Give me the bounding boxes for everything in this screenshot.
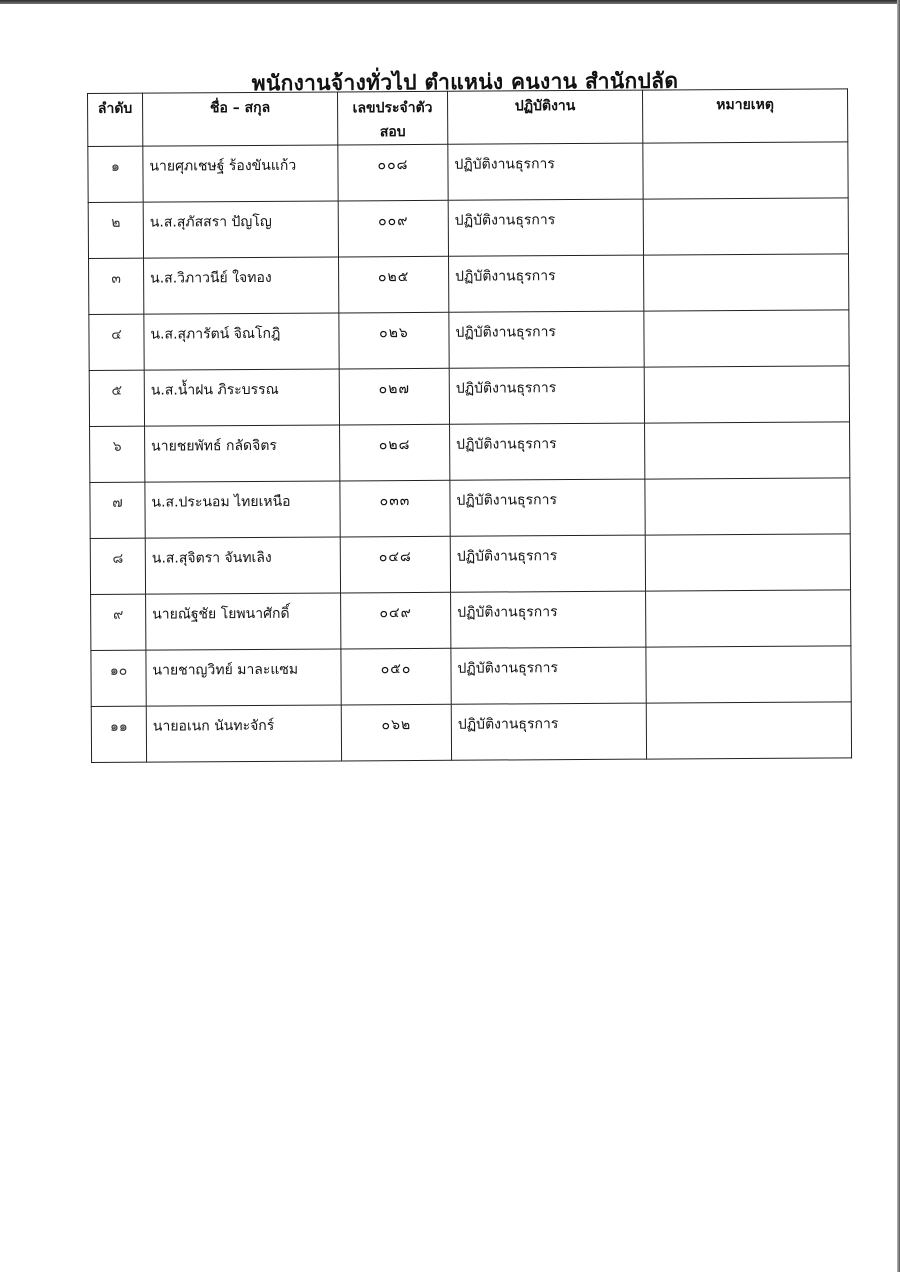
employee-name: นายศุภเชษฐ์ ร้องขันแก้ว (143, 145, 338, 202)
exam-id: ๐๒๕ (339, 256, 449, 313)
note (646, 646, 851, 703)
note (646, 702, 851, 759)
header-note: หมายเหตุ (642, 89, 847, 143)
exam-id: ๐๓๓ (340, 480, 450, 537)
table-row (91, 590, 851, 651)
row-number: ๘ (90, 538, 145, 594)
exam-id: ๐๔๘ (340, 536, 450, 593)
exam-id: ๐๐๘ (338, 144, 448, 201)
row-number: ๔ (89, 314, 144, 370)
header-exam-id-line1: เลขประจำตัว (352, 99, 433, 117)
table-row (89, 310, 849, 371)
header-exam-id (337, 91, 447, 145)
table-row (89, 254, 849, 315)
duty: ปฏิบัติงานธุรการ (449, 367, 644, 424)
row-number: ๑๑ (91, 706, 146, 762)
header-duty: ปฏิบัติงาน (447, 90, 642, 144)
duty: ปฏิบัติงานธุรการ (449, 255, 644, 312)
table-row (91, 702, 851, 763)
note (644, 366, 849, 423)
table-row (90, 534, 850, 595)
row-number: ๖ (90, 426, 145, 482)
employee-name: น.ส.น้ำฝน ภิระบรรณ (144, 369, 339, 426)
employee-name: นายชยพัทธ์ กลัดจิตร (145, 425, 340, 482)
duty: ปฏิบัติงานธุรการ (449, 311, 644, 368)
employee-name: น.ส.สุจิตรา จันทเลิง (145, 537, 340, 594)
table-row (91, 646, 851, 707)
employee-name: นายชาญวิทย์ มาละแซม (146, 649, 341, 706)
exam-id: ๐๐๙ (338, 200, 448, 257)
employee-table (87, 88, 852, 763)
row-number: ๕ (89, 370, 144, 426)
scan-edge-top (0, 0, 900, 4)
header-order: ลำดับ (88, 93, 143, 146)
exam-id: ๐๖๒ (341, 704, 451, 761)
exam-id: ๐๒๗ (339, 368, 449, 425)
employee-name: นายณัฐชัย โยพนาศักดิ์ (146, 593, 341, 650)
duty: ปฏิบัติงานธุรการ (450, 423, 645, 480)
table-row (88, 142, 848, 203)
row-number: ๒ (88, 202, 143, 258)
duty: ปฏิบัติงานธุรการ (448, 199, 643, 256)
note (645, 478, 850, 535)
row-number: ๑๐ (91, 650, 146, 706)
note (646, 590, 851, 647)
note (645, 534, 850, 591)
duty: ปฏิบัติงานธุรการ (448, 143, 643, 200)
employee-name: น.ส.สุภัสสรา ปัญโญ (143, 201, 338, 258)
page-title: พนักงานจ้างทั่วไป ตำแหน่ง คนงาน สำนักปลัด (251, 68, 679, 96)
duty: ปฏิบัติงานธุรการ (451, 591, 646, 648)
row-number: ๙ (91, 594, 146, 650)
document-sheet (87, 88, 851, 763)
employee-name: น.ส.สุภารัตน์ จิณโกฎิ (144, 313, 339, 370)
table-row (88, 198, 848, 259)
note (645, 422, 850, 479)
exam-id: ๐๒๖ (339, 312, 449, 369)
exam-id: ๐๔๙ (341, 592, 451, 649)
employee-name: น.ส.วิภาวนีย์ ใจทอง (144, 257, 339, 314)
duty: ปฏิบัติงานธุรการ (450, 479, 645, 536)
row-number: ๓ (89, 258, 144, 314)
employee-name: น.ส.ประนอม ไทยเหนือ (145, 481, 340, 538)
header-name: ชื่อ – สกุล (143, 92, 338, 146)
row-number: ๗ (90, 482, 145, 538)
table-row (90, 422, 850, 483)
employee-name: นายอเนก นันทะจักร์ (146, 705, 341, 762)
note (644, 310, 849, 367)
row-number: ๑ (88, 146, 143, 202)
duty: ปฏิบัติงานธุรการ (451, 703, 646, 760)
exam-id: ๐๒๘ (340, 424, 450, 481)
note (643, 142, 848, 199)
table-row (90, 478, 850, 539)
table-header-row (88, 89, 848, 147)
table-row (89, 366, 849, 427)
header-exam-id-line2: สอบ (379, 124, 406, 141)
exam-id: ๐๕๐ (341, 648, 451, 705)
note (643, 198, 848, 255)
note (644, 254, 849, 311)
duty: ปฏิบัติงานธุรการ (451, 647, 646, 704)
duty: ปฏิบัติงานธุรการ (450, 535, 645, 592)
